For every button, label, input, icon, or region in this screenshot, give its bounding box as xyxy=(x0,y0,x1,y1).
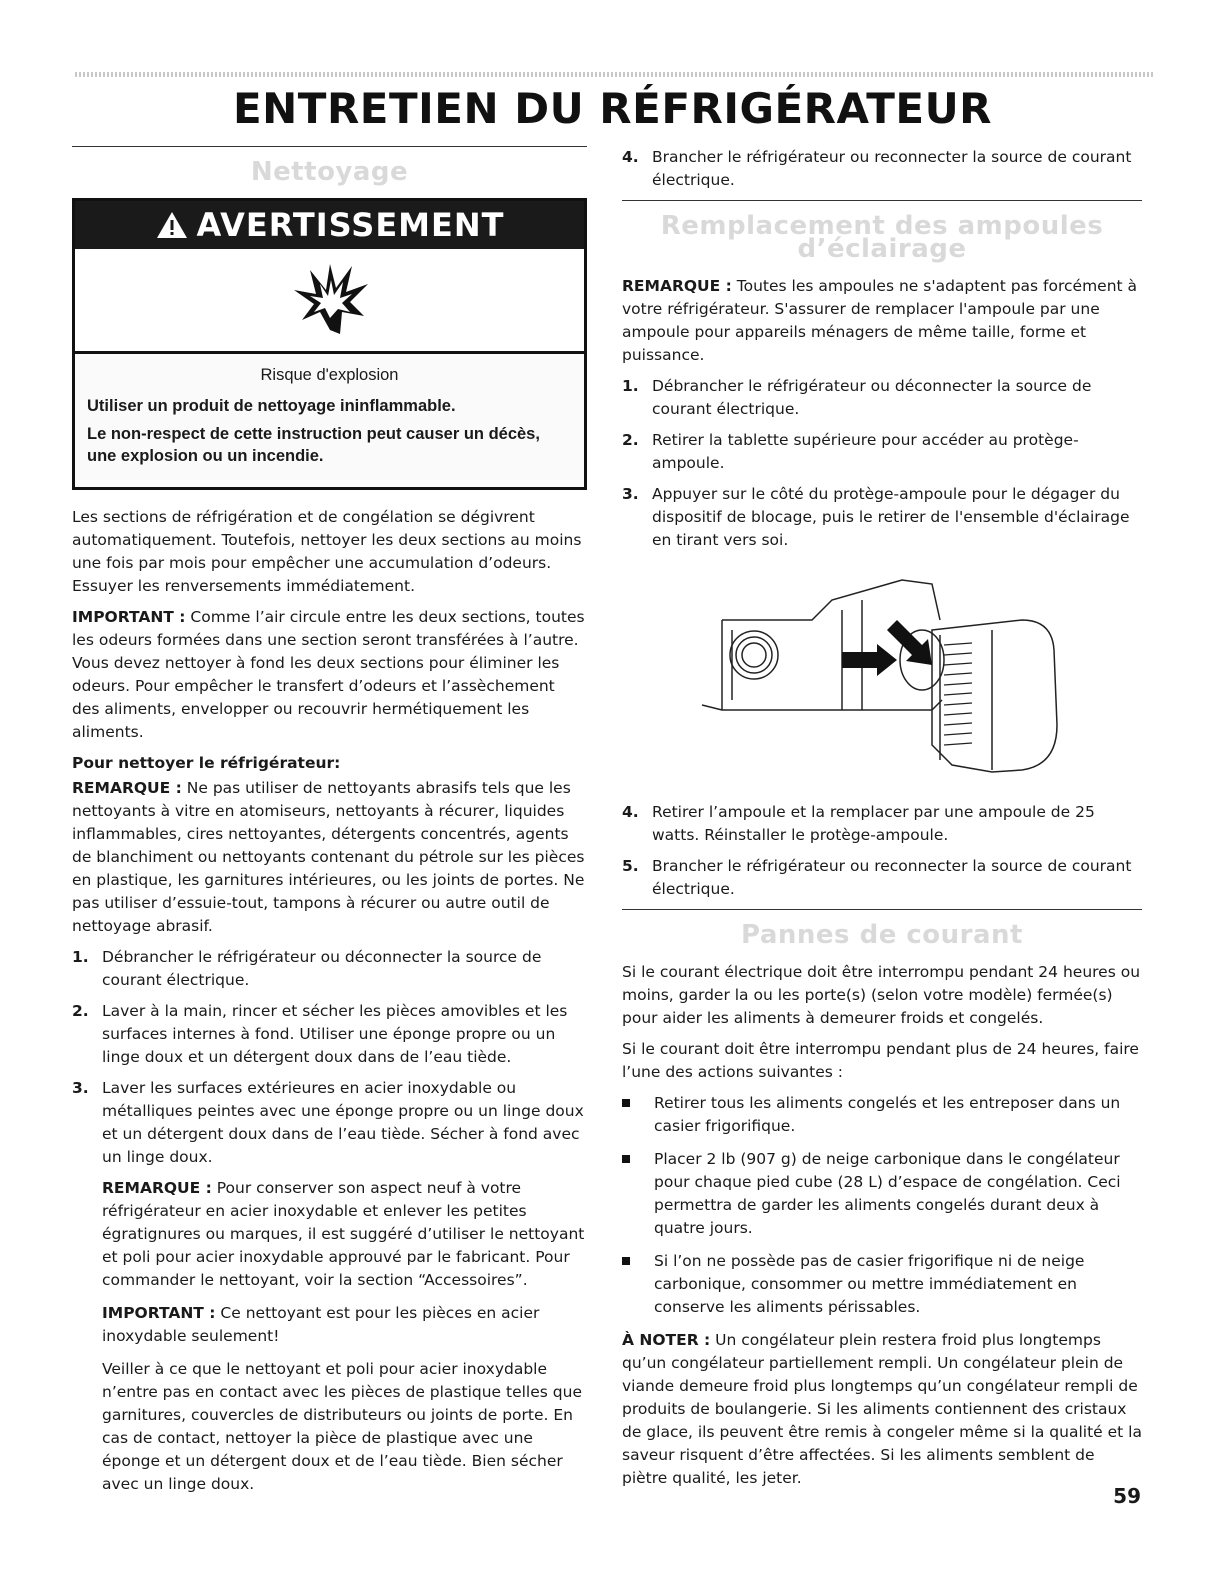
bullet-item xyxy=(622,1250,1142,1319)
step3-final: Veiller à ce que le nettoyant et poli pour acier inoxydable n’entre pas en contact avec les pièces de plastique telles que garnitures, couvercles de distributeurs ou joints de porte. En cas de contact, nettoyer la pièce de plastique avec une éponge et un détergent doux et de l’eau tiède. Bien sécher avec un linge doux. xyxy=(102,1360,582,1493)
step-number: 3. xyxy=(622,485,639,503)
warning-header-label: AVERTISSEMENT xyxy=(196,205,505,244)
section-divider xyxy=(72,146,587,147)
step-number: 3. xyxy=(72,1079,89,1097)
step-item xyxy=(72,1000,587,1069)
step-text: Débrancher le réfrigérateur ou déconnecter la source de courant électrique. xyxy=(652,377,1092,418)
bullet-item xyxy=(622,1148,1142,1240)
step-text: Débrancher le réfrigérateur ou déconnecter la source de courant électrique. xyxy=(102,948,542,989)
top-decorative-rule xyxy=(75,72,1155,77)
step-text: Brancher le réfrigérateur ou reconnecter la source de courant électrique. xyxy=(652,148,1132,189)
step3-important-label: IMPORTANT : xyxy=(102,1304,216,1322)
right-column xyxy=(622,146,1142,1498)
cleaning-steps xyxy=(72,946,587,1169)
bulbs-remarque-text: Toutes les ampoules ne s'adaptent pas forcément à votre réfrigérateur. S'assurer de remplacer l'ampoule par une ampoule pour appareils ménagers de même taille, forme et puissance. xyxy=(622,277,1138,364)
bulbs-remarque-label: REMARQUE : xyxy=(622,277,732,295)
step-item xyxy=(622,429,1142,475)
step-text: Laver les surfaces extérieures en acier inoxydable ou métalliques peintes avec une éponge propre ou un linge doux et un détergent doux dans de l’eau tiède. Sécher à fond avec un linge doux. xyxy=(102,1079,584,1166)
light-shield-illustration-icon xyxy=(692,560,1072,785)
warning-body xyxy=(75,354,584,487)
warning-risk-title: Risque d'explosion xyxy=(260,366,399,384)
bullet-text: Placer 2 lb (907 g) de neige carbonique dans le congélateur pour chaque pied cube (28 L) d’espace de congélation. Ceci permettra de garder les aliments congelés durant deux à quatre jours. xyxy=(654,1150,1121,1237)
remarque-label: REMARQUE : xyxy=(72,779,182,797)
section-heading-power: Pannes de courant xyxy=(741,920,1023,950)
intro-paragraph: Les sections de réfrigération et de congélation se dégivrent automatiquement. Toutefois, nettoyer les deux sections au moins une fois par mois pour empêcher une accumulation d’odeurs. Essuyer les renversements immédiatement. xyxy=(72,508,582,595)
step-item xyxy=(622,855,1142,901)
step-number: 4. xyxy=(622,803,639,821)
remarque-paragraph xyxy=(72,777,587,938)
important-label: IMPORTANT : xyxy=(72,608,186,626)
bullet-item xyxy=(622,1092,1142,1138)
step-number: 2. xyxy=(622,431,639,449)
step-number: 4. xyxy=(622,148,639,166)
note-text: Un congélateur plein restera froid plus longtemps qu’un congélateur partiellement rempli. Un congélateur plein de viande demeure froid plus longtemps qu’un congélateur rempli de produits de boulangerie. Si les aliments contiennent des cristaux de glace, ils peuvent être remis à congeler même si la qualité et la saveur risquent d’être affectées. Si les aliments semblent de piètre qualité, les jeter. xyxy=(622,1331,1142,1487)
section-heading-bulbs: Remplacement des ampoules d’éclairage xyxy=(660,211,1104,264)
note-paragraph xyxy=(622,1329,1142,1490)
step3-important-text: Ce nettoyant est pour les pièces en acier inoxydable seulement! xyxy=(102,1304,540,1345)
step-text: Appuyer sur le côté du protège-ampoule pour le dégager du dispositif de blocage, puis le retirer de l'ensemble d'éclairage en tirant vers soi. xyxy=(652,485,1130,549)
bullet-square-icon xyxy=(622,1092,654,1138)
warning-icon-area xyxy=(75,249,584,354)
bullet-text: Si l’on ne possède pas de casier frigorifique ni de neige carbonique, consommer ou mettre immédiatement en conserve les aliments périssables. xyxy=(654,1252,1085,1316)
warning-box xyxy=(72,198,587,490)
cleaning-subheading: Pour nettoyer le réfrigérateur: xyxy=(72,754,341,772)
step-number: 1. xyxy=(622,377,639,395)
step-text: Retirer la tablette supérieure pour accéder au protège-ampoule. xyxy=(652,431,1079,472)
step-number: 5. xyxy=(622,857,639,875)
remarque-text: Ne pas utiliser de nettoyants abrasifs tels que les nettoyants à vitre en atomiseurs, nettoyants à récurer, liquides inflammables, cires nettoyantes, détergents concentrés, agents de blanchiment ou nettoyants contenant du pétrole sur les pièces en plastique, les garnitures intérieures, ou les joints de portes. Ne pas utiliser d’essuie-tout, tampons à récurer ou autre outil de nettoyage abrasif. xyxy=(72,779,585,935)
bulbs-remarque-paragraph xyxy=(622,275,1142,367)
warning-consequence: Le non-respect de cette instruction peut causer un décès, une explosion ou un incendie. xyxy=(87,425,540,465)
step3-remarque-label: REMARQUE : xyxy=(102,1179,212,1197)
power-paragraph-1: Si le courant électrique doit être interrompu pendant 24 heures ou moins, garder la ou les porte(s) (selon votre modèle) fermée(s) pour aider les aliments à demeurer froids et congelés. xyxy=(622,963,1141,1027)
section-divider xyxy=(622,200,1142,201)
step-item xyxy=(72,946,587,992)
warning-header xyxy=(75,201,584,249)
bullet-text: Retirer tous les aliments congelés et les entreposer dans un casier frigorifique. xyxy=(654,1094,1121,1135)
step-text: Laver à la main, rincer et sécher les pièces amovibles et les surfaces internes à fond. Utiliser une éponge propre ou un linge doux et un détergent doux dans de l’eau tiède. xyxy=(102,1002,568,1066)
cleaning-steps-continued xyxy=(622,146,1142,192)
bulb-steps xyxy=(622,375,1142,552)
important-text: Comme l’air circule entre les deux sections, toutes les odeurs formées dans une section seront transférées à l’autre. Vous devez nettoyer à fond les deux sections pour éliminer les odeurs. Pour empêcher le transfert d’odeurs et l’assèchement des aliments, envelopper ou recouvrir hermétiquement les aliments. xyxy=(72,608,585,741)
step-item xyxy=(622,146,1142,192)
explosion-icon xyxy=(290,260,370,340)
page-number: 59 xyxy=(1113,1484,1141,1508)
bullet-square-icon xyxy=(622,1148,654,1240)
section-divider xyxy=(622,909,1142,910)
step-item xyxy=(622,801,1142,847)
page-title: ENTRETIEN DU RÉFRIGÉRATEUR xyxy=(232,84,993,133)
step-text: Brancher le réfrigérateur ou reconnecter la source de courant électrique. xyxy=(652,857,1132,898)
note-label: À NOTER : xyxy=(622,1331,711,1349)
important-paragraph xyxy=(72,606,587,744)
step3-remarque-text: Pour conserver son aspect neuf à votre réfrigérateur en acier inoxydable et enlever les petites égratignures ou marques, il est suggéré d’utiliser le nettoyant et poli pour acier inoxydable approuvé par le fabricant. Pour commander le nettoyant, voir la section “Accessoires”. xyxy=(102,1179,585,1289)
left-column xyxy=(72,146,587,1506)
step-number: 2. xyxy=(72,1002,89,1020)
step-number: 1. xyxy=(72,948,89,966)
step-text: Retirer l’ampoule et la remplacer par une ampoule de 25 watts. Réinstaller le protège-ampoule. xyxy=(652,803,1095,844)
power-paragraph-2: Si le courant doit être interrompu pendant plus de 24 heures, faire l’une des actions suivantes : xyxy=(622,1040,1139,1081)
step-item xyxy=(622,375,1142,421)
warning-triangle-icon xyxy=(155,210,189,240)
step-item xyxy=(622,483,1142,552)
power-bullets xyxy=(622,1092,1142,1319)
bulb-steps-continued xyxy=(622,801,1142,901)
step3-important xyxy=(102,1302,587,1348)
bullet-square-icon xyxy=(622,1250,654,1319)
step-item xyxy=(72,1077,587,1169)
warning-instruction: Utiliser un produit de nettoyage ininflammable. xyxy=(87,397,456,415)
section-heading-cleaning: Nettoyage xyxy=(250,157,409,187)
step3-remarque xyxy=(102,1177,587,1292)
